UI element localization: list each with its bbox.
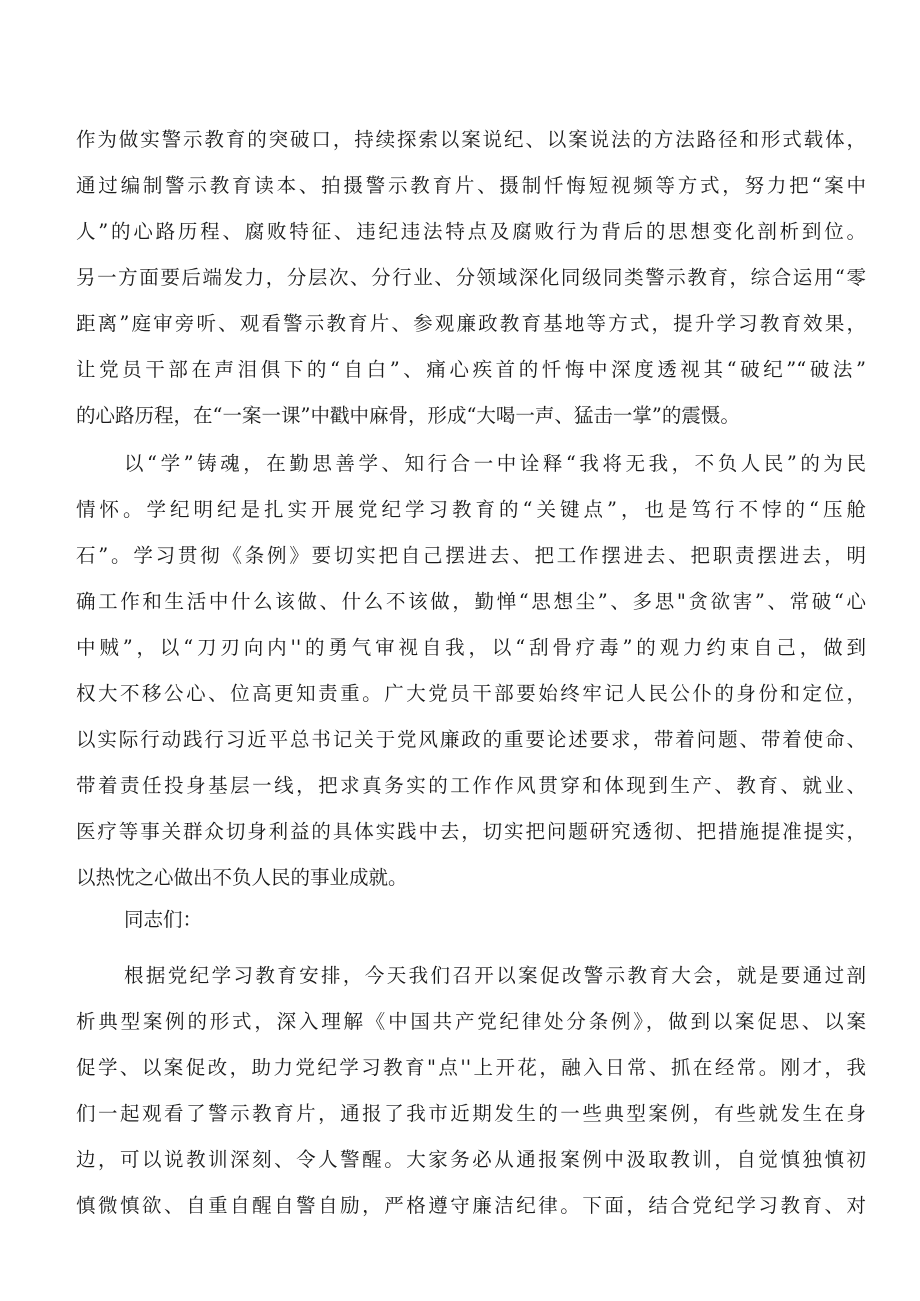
text-line: 中贼”，以“刀刃向内''的勇气审视自我，以“刮骨疗毒”的观力约束自己，做到 [76,636,866,659]
text-line: 以热忱之心做出不负人民的事业成就。 [76,866,408,889]
text-line: 情怀。学纪明纪是扎实开展党纪学习教育的“关键点”，也是笃行不悖的“压舱 [76,498,866,521]
text-line: 促学、以案促改，助力党纪学习教育"点''上开花，融入日常、抓在经常。刚才，我 [76,1056,866,1079]
text-line: 根据党纪学习教育安排，今天我们召开以案促改警示教育大会，就是要通过剖 [124,964,866,987]
text-line: 另一方面要后端发力，分层次、分行业、分领域深化同级同类警示教育，综合运用“零 [76,266,866,289]
text-line: 边，可以说教训深刻、令人警醒。大家务必从通报案例中汲取教训，自觉慎独慎初 [76,1148,866,1171]
text-line: 以实际行动践行习近平总书记关于党风廉政的重要论述要求，带着问题、带着使命、 [76,728,866,751]
text-line: 作为做实警示教育的突破口，持续探索以案说纪、以案说法的方法路径和形式载体， [76,128,866,151]
text-line: 距离”庭审旁听、观看警示教育片、参观廉政教育基地等方式，提升学习教育效果， [76,312,866,335]
text-line: 慎微慎欲、自重自醒自警自励，严格遵守廉洁纪律。下面，结合党纪学习教育、对 [76,1194,866,1217]
salutation: 同志们： [124,908,203,931]
text-line: 通过编制警示教育读本、拍摄警示教育片、摄制忏悔短视频等方式，努力把“案中 [76,174,866,197]
text-line: 们一起观看了警示教育片，通报了我市近期发生的一些典型案例，有些就发生在身 [76,1102,866,1125]
text-line: 人”的心路历程、腐败特征、违纪违法特点及腐败行为背后的思想变化剖析到位。 [76,220,866,243]
text-line: 带着责任投身基层一线，把求真务实的工作作风贯穿和体现到生产、教育、就业、 [76,774,866,797]
text-line: 析典型案例的形式，深入理解《中国共产党纪律处分条例》，做到以案促思、以案 [76,1010,866,1033]
text-line: 医疗等事关群众切身利益的具体实践中去，切实把问题研究透彻、把措施提准提实， [76,820,866,843]
text-line: 让党员干部在声泪俱下的“自白”、痛心疾首的忏悔中深度透视其“破纪”“破法” [76,358,866,381]
text-line: 以“学”铸魂，在勤思善学、知行合一中诠释“我将无我，不负人民”的为民 [124,452,866,475]
text-line: 确工作和生活中什么该做、什么不该做，勤惮“思想尘”、多思"贪欲害”、常破“心 [76,590,866,613]
text-line: 权大不移公心、位高更知责重。广大党员干部要始终牢记人民公仆的身份和定位， [76,682,866,705]
text-line: 石”。学习贯彻《条例》要切实把自己摆进去、把工作摆进去、把职责摆进去，明 [76,544,866,567]
text-line: 的心路历程，在“一案一课”中戳中麻骨，形成“大喝一声、猛击一掌”的震慑。 [76,404,740,427]
